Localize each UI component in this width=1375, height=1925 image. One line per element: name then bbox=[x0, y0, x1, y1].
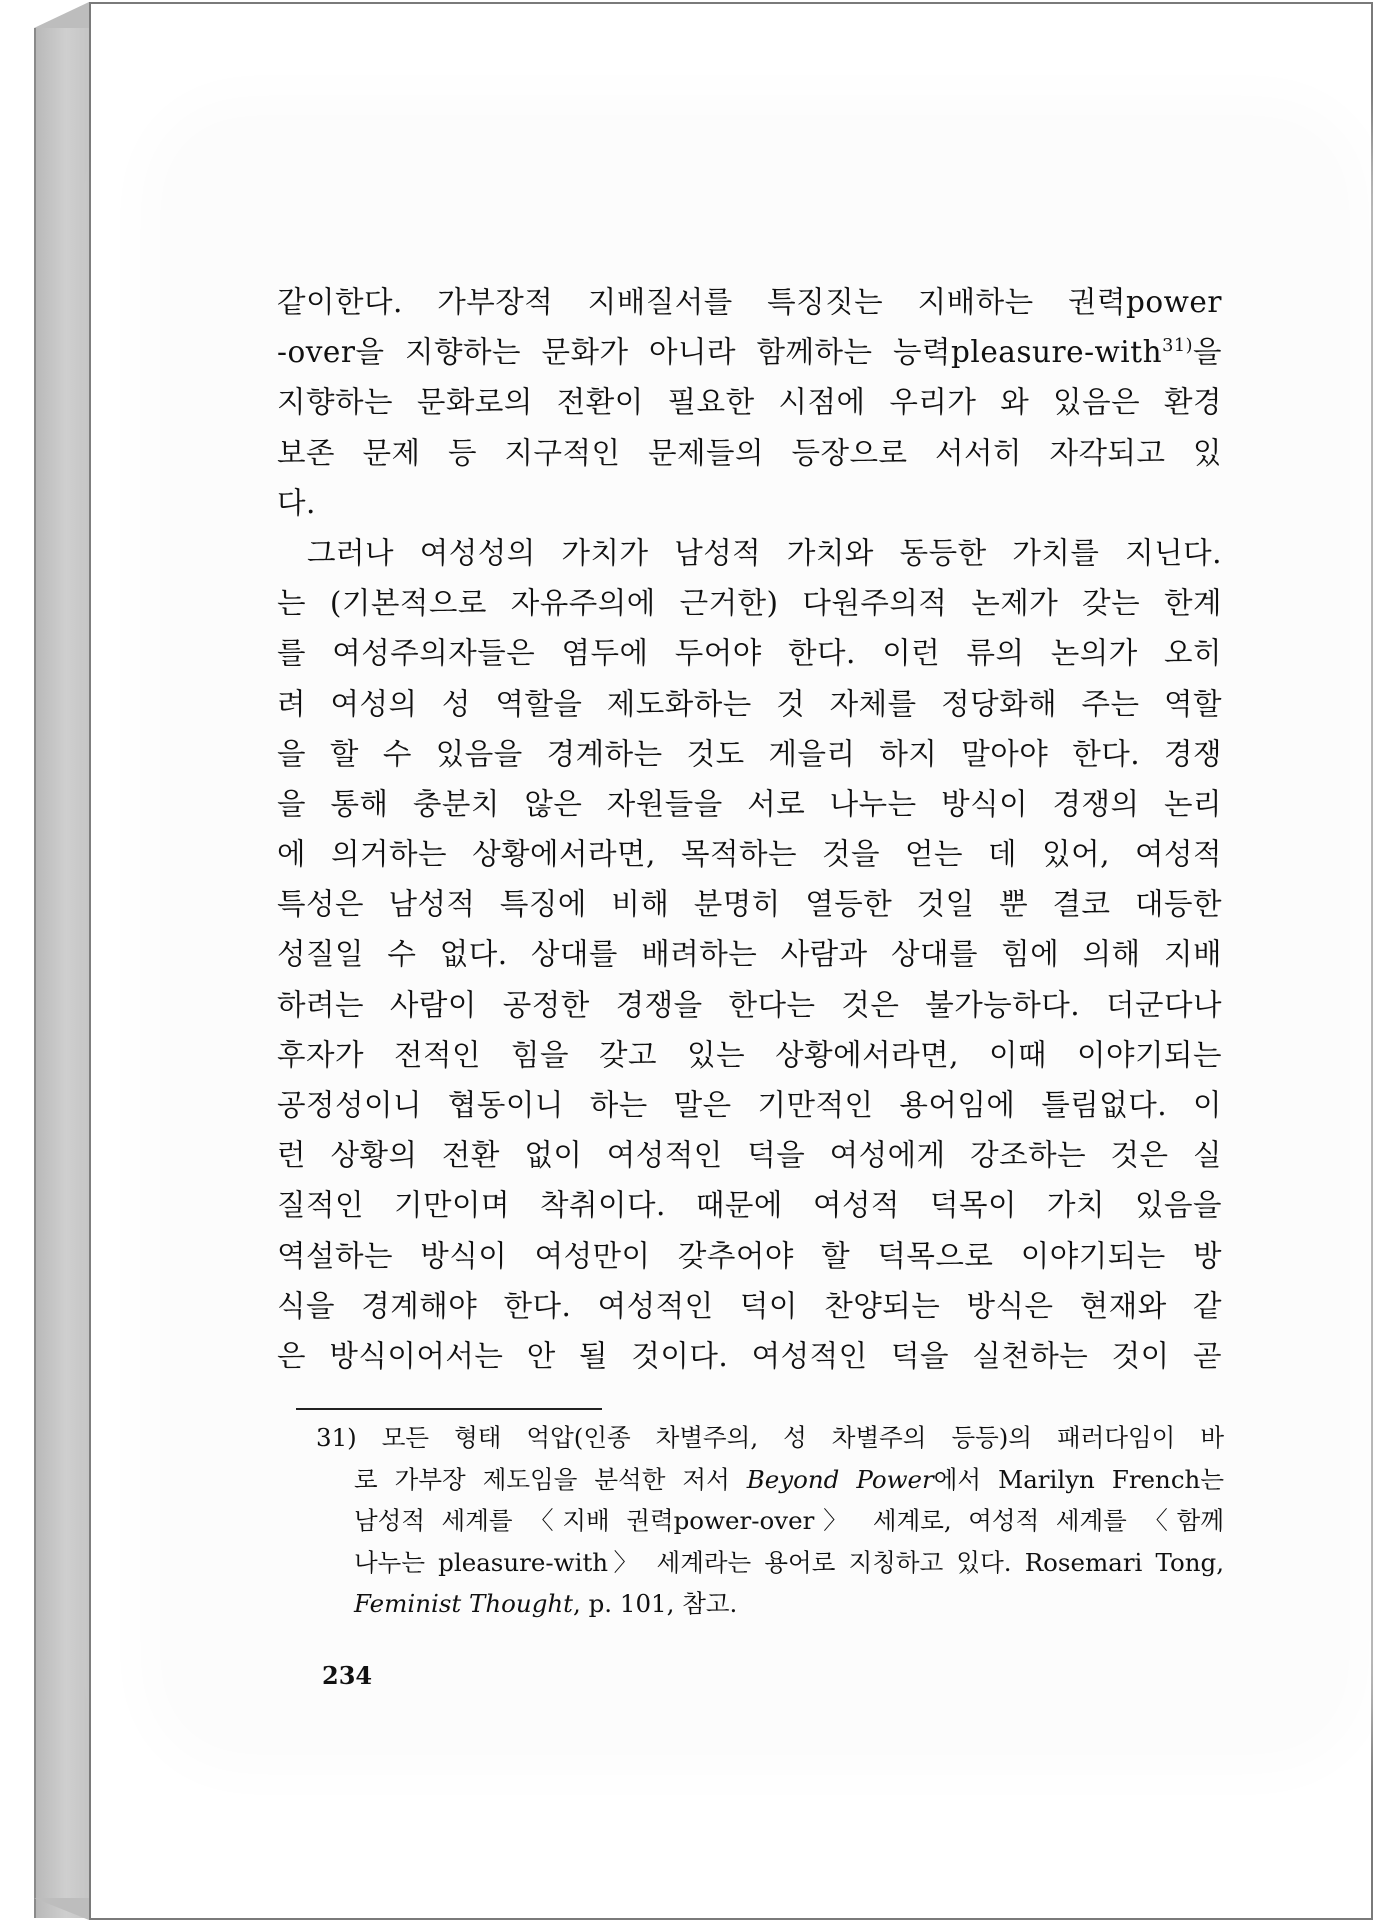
footnote-line bbox=[316, 1459, 1224, 1501]
footnote-line: 나누는 pleasure-with〉 세계라는 용어로 지칭하고 있다. Rosemari Tong, bbox=[354, 1547, 1224, 1577]
footnote-number: 31) bbox=[316, 1423, 357, 1452]
book-title: Feminist Thought bbox=[354, 1589, 574, 1618]
text-line: 공정성이니 협동이니 하는 말은 기만적인 용어임에 틀림없다. 이 bbox=[277, 1088, 1222, 1122]
footnote-text: 에서 Marilyn French는 bbox=[933, 1464, 1224, 1494]
paragraph-start-line: 그러나 여성성의 가치가 남성적 가치와 동등한 가치를 지닌다. bbox=[307, 535, 1222, 570]
text-line: 같이한다. 가부장적 지배질서를 특징짓는 지배하는 권력power bbox=[277, 285, 1222, 319]
text-line: 후자가 전적인 힘을 갖고 있는 상황에서라면, 이때 이야기되는 bbox=[277, 1037, 1222, 1072]
text-line: 려 여성의 성 역할을 제도화하는 것 자체를 정당화해 주는 역할 bbox=[277, 686, 1222, 721]
text-fragment: -over을 지향하는 문화가 아니라 함께하는 능력pleasure-with bbox=[277, 335, 1163, 370]
footnote-text: 로 가부장 제도임을 분석한 저서 bbox=[354, 1464, 747, 1494]
text-line: 하려는 사람이 공정한 경쟁을 한다는 것은 불가능하다. 더군다나 bbox=[277, 987, 1222, 1022]
footnote-text: , p. 101, 참고. bbox=[573, 1589, 738, 1618]
text-line: 에 의거하는 상황에서라면, 목적하는 것을 얻는 데 있어, 여성적 bbox=[277, 837, 1222, 872]
text-line: 을 통해 충분치 않은 자원들을 서로 나누는 방식이 경쟁의 논리 bbox=[277, 786, 1222, 821]
book-spine-bottom bbox=[34, 1898, 89, 1920]
footnote-line bbox=[316, 1417, 1224, 1459]
text-fragment: 을 bbox=[1193, 335, 1222, 370]
text-line: 특성은 남성적 특징에 비해 분명히 열등한 것일 뿐 결코 대등한 bbox=[277, 887, 1222, 922]
footnote-divider bbox=[296, 1408, 602, 1410]
book-spine-top bbox=[34, 2, 89, 28]
footnote-31 bbox=[316, 1417, 1224, 1625]
text-line: 성질일 수 없다. 상대를 배려하는 사람과 상대를 힘에 의해 지배 bbox=[277, 937, 1222, 972]
footnote-line: 남성적 세계를 〈지배 권력power-over〉 세계로, 여성적 세계를 〈함께 bbox=[354, 1506, 1224, 1535]
text-line: 다. bbox=[277, 485, 316, 520]
text-line: 은 방식이어서는 안 될 것이다. 여성적인 덕을 실천하는 것이 곧 bbox=[277, 1338, 1222, 1373]
text-line: 런 상황의 전환 없이 여성적인 덕을 여성에게 강조하는 것은 실 bbox=[277, 1138, 1222, 1173]
footnote-text: 모든 형태 억압(인종 차별주의, 성 차별주의 등등)의 패러다임이 바 bbox=[381, 1423, 1225, 1452]
text-line: 을 할 수 있음을 경계하는 것도 게을리 하지 말아야 한다. 경쟁 bbox=[277, 736, 1222, 771]
body-text bbox=[277, 277, 1222, 1381]
text-line bbox=[277, 327, 1222, 377]
book-title: Beyond Power bbox=[746, 1464, 934, 1494]
text-line: 역설하는 방식이 여성만이 갖추어야 할 덕목으로 이야기되는 방 bbox=[277, 1238, 1222, 1273]
text-line: 지향하는 문화로의 전환이 필요한 시점에 우리가 와 있음은 환경 bbox=[277, 385, 1222, 420]
book-spine bbox=[34, 28, 91, 1918]
text-line: 보존 문제 등 지구적인 문제들의 등장으로 서서히 자각되고 있 bbox=[277, 435, 1222, 470]
text-line: 를 여성주의자들은 염두에 두어야 한다. 이런 류의 논의가 오히 bbox=[277, 636, 1222, 671]
footnote-reference[interactable]: 31) bbox=[1162, 336, 1193, 357]
text-line: 식을 경계해야 한다. 여성적인 덕이 찬양되는 방식은 현재와 같 bbox=[277, 1288, 1222, 1323]
page-number: 234 bbox=[322, 1661, 373, 1690]
text-line: 질적인 기만이며 착취이다. 때문에 여성적 덕목이 가치 있음을 bbox=[277, 1188, 1222, 1223]
footnote-line bbox=[316, 1583, 1224, 1625]
text-line: 는 (기본적으로 자유주의에 근거한) 다원주의적 논제가 갖는 한계 bbox=[277, 586, 1222, 621]
